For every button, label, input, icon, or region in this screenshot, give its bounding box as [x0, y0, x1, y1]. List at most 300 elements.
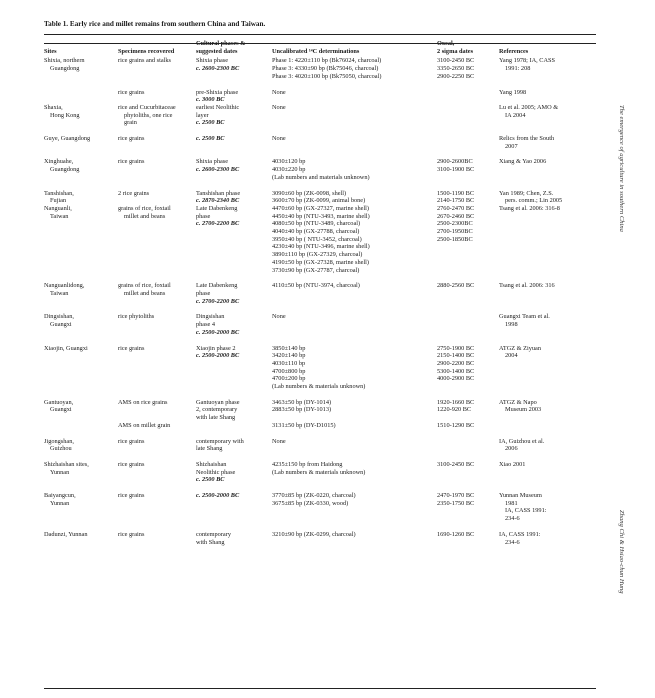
cell-oxcal-line: 2150-1400 BC	[437, 352, 475, 360]
cell-site-line: Jigongshan,	[44, 437, 74, 445]
cell-c14	[272, 461, 437, 484]
row-spacer	[44, 453, 596, 461]
cell-site	[44, 190, 118, 205]
table-row	[44, 531, 596, 546]
cell-reference-line: IA, CASS 1991:	[505, 507, 547, 515]
cell-specimens-line: rice grains	[118, 530, 145, 538]
cell-reference-line: Relics from the South	[499, 135, 555, 143]
cell-site-line: Dingsishan,	[44, 313, 74, 321]
cell-oxcal	[437, 57, 499, 80]
cell-site-line: Nanguanlidong,	[44, 282, 85, 290]
table-row	[44, 492, 596, 523]
cell-phase	[196, 158, 272, 181]
header-c14: Uncalibrated ¹⁴C determinations	[272, 47, 360, 55]
cell-phase-line: c. 2500-2000 BC	[196, 492, 240, 500]
cell-phase-line: c. 2500 BC	[196, 135, 225, 143]
cell-site	[44, 313, 118, 336]
cell-c14-line: 4030±120 bp	[272, 158, 306, 166]
cell-site-line: Guangxi	[50, 321, 72, 329]
cell-phase-line: Tanshishan phase	[196, 189, 241, 197]
cell-site-line: Guizhou	[50, 445, 72, 453]
cell-reference-line: 234-6	[505, 538, 520, 546]
row-spacer	[44, 127, 596, 135]
cell-site-line: Taiwan	[50, 212, 69, 220]
row-spacer	[44, 523, 596, 531]
cell-phase-line: phase	[196, 289, 211, 297]
cell-reference-line: ATGZ & Ziyuan	[499, 344, 541, 352]
cell-phase-line: phase 4	[196, 321, 216, 329]
row-spacer	[44, 484, 596, 492]
cell-c14-line: 3090±60 bp (ZK-0098, shell)	[272, 189, 347, 197]
cell-phase-line: Xiaojin phase 2	[196, 344, 236, 352]
cell-oxcal-line: 1920-1660 BC	[437, 398, 475, 406]
cell-specimens	[118, 492, 196, 523]
cell-phase-line: contemporary	[196, 530, 231, 538]
row-spacer-cell	[44, 523, 596, 531]
cell-c14	[272, 422, 437, 430]
cell-reference-line: Xiao 2001	[499, 460, 526, 468]
cell-c14-line: 4230±40 bp (NTU-3496, marine shell)	[272, 243, 370, 251]
cell-site	[44, 399, 118, 422]
cell-reference-line: 2004	[505, 352, 518, 360]
cell-oxcal	[437, 345, 499, 391]
cell-c14-line: 3890±110 bp (GX-27329, charcoal)	[272, 251, 363, 259]
cell-specimens-line: rice grains	[118, 460, 145, 468]
cell-oxcal-line: 3100-2450 BC	[437, 460, 475, 468]
cell-oxcal-line: 2670-2460 BC	[437, 212, 475, 220]
row-spacer-cell	[44, 453, 596, 461]
cell-oxcal-line: 2470-1970 BC	[437, 492, 475, 500]
cell-site-line: Yunnan	[50, 468, 70, 476]
cell-phase	[196, 313, 272, 336]
cell-c14	[272, 57, 437, 80]
cell-site	[44, 104, 118, 127]
row-spacer-cell	[44, 337, 596, 345]
table-caption: Table 1. Early rice and millet remains from southern China and Taiwan.	[44, 20, 266, 28]
row-spacer	[44, 81, 596, 89]
cell-specimens	[118, 205, 196, 274]
cell-phase-line: Dingsishan	[196, 313, 225, 321]
cell-site	[44, 345, 118, 391]
cell-site	[44, 158, 118, 181]
cell-c14-line: None	[272, 135, 286, 143]
cell-specimens	[118, 57, 196, 80]
cell-specimens	[118, 158, 196, 181]
cell-oxcal	[437, 205, 499, 274]
row-spacer-cell	[44, 430, 596, 438]
cell-oxcal	[437, 313, 499, 336]
cell-specimens	[118, 313, 196, 336]
cell-reference	[499, 158, 596, 181]
cell-reference-line: Yan 1989; Chen, Z.S.	[499, 189, 554, 197]
cell-c14-line: 2883±50 bp (DY-1013)	[272, 406, 332, 414]
cell-oxcal-line: 2750-1900 BC	[437, 344, 475, 352]
cell-reference	[499, 461, 596, 484]
cell-reference-line: 1981	[505, 499, 518, 507]
top-rule	[44, 34, 596, 35]
row-spacer-cell	[44, 391, 596, 399]
cell-specimens-line: rice grains	[118, 344, 145, 352]
cell-phase	[196, 438, 272, 453]
table-body	[44, 57, 596, 546]
cell-oxcal-line: 2140-1750 BC	[437, 197, 475, 205]
row-spacer-cell	[44, 81, 596, 89]
cell-reference-line: Yang 1978; IA, CASS	[499, 57, 556, 65]
cell-specimens	[118, 399, 196, 422]
cell-site	[44, 57, 118, 80]
cell-c14-line: 4700±800 bp	[272, 367, 306, 375]
cell-phase	[196, 531, 272, 546]
row-spacer	[44, 391, 596, 399]
cell-c14	[272, 282, 437, 305]
cell-site-line: Hong Kong	[50, 111, 80, 119]
cell-phase-line: with late Shang	[196, 414, 236, 422]
cell-reference-line: Yunnan Museum	[499, 492, 542, 500]
cell-site	[44, 205, 118, 274]
header-rule	[44, 43, 596, 44]
cell-reference	[499, 205, 596, 274]
cell-oxcal-line: 2880-2560 BC	[437, 282, 475, 290]
cell-phase-line: Shixia phase	[196, 158, 229, 166]
row-spacer	[44, 182, 596, 190]
cell-oxcal-line: 5300-1400 BC	[437, 367, 475, 375]
cell-phase	[196, 89, 272, 104]
cell-site	[44, 422, 118, 430]
cell-phase	[196, 135, 272, 150]
cell-phase	[196, 104, 272, 127]
row-spacer	[44, 150, 596, 158]
table-row	[44, 158, 596, 181]
header-specimens: Specimens recovered	[118, 47, 175, 55]
cell-site	[44, 531, 118, 546]
cell-site-line: Taiwan	[50, 289, 69, 297]
cell-reference-line: 234-6	[505, 515, 520, 523]
cell-reference	[499, 135, 596, 150]
cell-phase-line: earliest Neolithic	[196, 103, 240, 111]
cell-c14-line: 3770±85 bp (ZK-0220, charcoal)	[272, 492, 356, 500]
cell-oxcal-line: 1690-1260 BC	[437, 530, 475, 538]
cell-site	[44, 89, 118, 104]
table-row	[44, 282, 596, 305]
table-row	[44, 399, 596, 422]
cell-oxcal-line: 3350-2650 BC	[437, 65, 475, 73]
cell-c14-line: 4080±50 bp (NTU-3489, charcoal)	[272, 220, 361, 228]
cell-specimens-line: phytoliths, one rice	[124, 111, 173, 119]
cell-oxcal-line: 3100-2450 BC	[437, 57, 475, 65]
cell-site-line: Nanguanli,	[44, 204, 72, 212]
cell-specimens-line: millet and beans	[124, 289, 166, 297]
row-spacer-cell	[44, 150, 596, 158]
cell-reference	[499, 313, 596, 336]
cell-site	[44, 438, 118, 453]
cell-specimens-line: rice phytoliths	[118, 313, 155, 321]
cell-reference	[499, 345, 596, 391]
cell-reference-line: IA, CASS 1991:	[499, 530, 541, 538]
row-spacer-cell	[44, 305, 596, 313]
cell-reference	[499, 190, 596, 205]
header-phases-line: Cultural phases &	[196, 40, 246, 47]
cell-phase-line: late Shang	[196, 445, 223, 453]
cell-site-line: Xiaojin, Guangxi	[44, 344, 88, 352]
cell-oxcal	[437, 282, 499, 305]
cell-reference-line: Museum 2003	[505, 406, 542, 414]
cell-oxcal	[437, 104, 499, 127]
cell-reference	[499, 531, 596, 546]
cell-c14-line: 4235±150 bp from Haidong	[272, 460, 343, 468]
cell-phase-line: pre-Shixia phase	[196, 88, 239, 96]
cell-phase	[196, 422, 272, 430]
cell-c14	[272, 104, 437, 127]
cell-c14	[272, 135, 437, 150]
cell-c14	[272, 345, 437, 391]
cell-reference-line: ATGZ & Napo	[499, 398, 537, 406]
cell-oxcal	[437, 438, 499, 453]
cell-c14-line: 3675±85 bp (ZK-0330, wood)	[272, 499, 349, 507]
cell-c14-line: 3420±140 bp	[272, 352, 306, 360]
cell-reference	[499, 422, 596, 430]
cell-c14-line: None	[272, 88, 286, 96]
cell-phase	[196, 190, 272, 205]
cell-site-line: Dadunzi, Yunnan	[44, 530, 88, 538]
cell-oxcal	[437, 399, 499, 422]
cell-oxcal-line: 2900-2250 BC	[437, 72, 475, 80]
cell-phase-line: Neolithic phase	[196, 468, 236, 476]
cell-phase-line: c. 2870-2340 BC	[196, 197, 240, 205]
cell-reference-line: 2007	[505, 142, 518, 150]
cell-reference	[499, 438, 596, 453]
cell-phase-line: phase	[196, 212, 211, 220]
row-spacer-cell	[44, 127, 596, 135]
cell-specimens-line: rice grains	[118, 492, 145, 500]
table-row	[44, 104, 596, 127]
cell-oxcal	[437, 492, 499, 523]
cell-c14-line: 4040±40 bp (GX-27788, charcoal)	[272, 228, 360, 236]
cell-phase	[196, 345, 272, 391]
table-row	[44, 89, 596, 104]
cell-site-line: Guangxi	[50, 406, 72, 414]
cell-site-line: Guye, Guangdong	[44, 135, 91, 143]
table-row	[44, 190, 596, 205]
cell-c14-line: 4030±220 bp	[272, 166, 306, 174]
cell-specimens	[118, 438, 196, 453]
cell-oxcal-line: 1220-920 BC	[437, 406, 472, 414]
cell-phase-line: Late Dabenkeng	[196, 282, 238, 290]
cell-phase	[196, 205, 272, 274]
cell-specimens-line: rice grains and stalks	[118, 57, 171, 65]
table-row	[44, 345, 596, 391]
cell-phase	[196, 282, 272, 305]
cell-reference-line: 1998	[505, 321, 518, 329]
cell-c14-line: 4030±110 bp	[272, 359, 306, 367]
cell-specimens	[118, 345, 196, 391]
cell-phase-line: contemporary with	[196, 437, 244, 445]
cell-specimens-line: rice and Cucurbitaceae	[118, 103, 176, 111]
cell-phase-line: with Shang	[196, 538, 225, 546]
row-spacer-cell	[44, 274, 596, 282]
cell-phase-line: c. 2500 BC	[196, 119, 225, 127]
cell-oxcal-line: 2500-2300BC	[437, 220, 473, 228]
cell-c14-line: None	[272, 313, 286, 321]
cell-site-line: Xinghuahe,	[44, 158, 74, 166]
cell-reference	[499, 492, 596, 523]
cell-c14-line: 4190±50 bp (GX-27328, marine shell)	[272, 258, 370, 266]
header-refs: References	[499, 47, 529, 55]
cell-c14-line: (Lab numbers and materials unknown)	[272, 173, 370, 181]
cell-phase-line: Gantuoyan phase	[196, 398, 240, 406]
data-table	[44, 40, 596, 546]
cell-oxcal-line: 2760-2470 BC	[437, 204, 475, 212]
cell-reference	[499, 282, 596, 305]
cell-specimens-line: AMS on millet grain	[118, 421, 171, 429]
table-row	[44, 422, 596, 430]
cell-site-line: Tanshishan,	[44, 189, 74, 197]
header-oxcal-line: 2 sigma dates	[437, 47, 474, 55]
cell-oxcal	[437, 135, 499, 150]
cell-c14	[272, 492, 437, 523]
cell-specimens	[118, 135, 196, 150]
cell-specimens	[118, 282, 196, 305]
cell-reference	[499, 89, 596, 104]
cell-reference-line: 1991: 208	[505, 65, 531, 73]
cell-c14-line: 3210±90 bp (ZK-0299, charcoal)	[272, 530, 356, 538]
cell-site-line: Gantuoyan,	[44, 398, 74, 406]
cell-site	[44, 461, 118, 484]
cell-oxcal	[437, 158, 499, 181]
cell-oxcal-line: 4000-2900 BC	[437, 375, 475, 383]
cell-specimens-line: rice grains	[118, 437, 145, 445]
cell-specimens-line: AMS on rice grains	[118, 398, 168, 406]
cell-specimens-line: grains of rice, foxtail	[118, 204, 171, 212]
cell-reference-line: Xiang & Yao 2006	[499, 158, 547, 166]
cell-specimens-line: millet and beans	[124, 212, 166, 220]
cell-oxcal-line: 1500-1190 BC	[437, 189, 475, 197]
cell-reference	[499, 399, 596, 422]
cell-c14-line: None	[272, 437, 286, 445]
cell-phase-line: Shizhaishan	[196, 460, 227, 468]
running-title-vertical: The emergence of agriculture in southern China	[618, 105, 625, 232]
cell-c14-line: Phase 3: 4330±90 bp (Bk75046, charcoal)	[272, 65, 379, 73]
cell-phase-line: c. 2500-2000 BC	[196, 328, 240, 336]
cell-specimens-line: rice grains	[118, 88, 145, 96]
cell-specimens	[118, 190, 196, 205]
table-row	[44, 57, 596, 80]
cell-oxcal-line: 2350-1750 BC	[437, 499, 475, 507]
cell-site-line: Shaxia,	[44, 103, 63, 111]
cell-oxcal-line: 2900-2600BC	[437, 158, 473, 166]
cell-c14	[272, 205, 437, 274]
cell-site-line: Shizhaishan sites,	[44, 460, 89, 468]
cell-c14-line: (Lab numbers & materials unknown)	[272, 383, 366, 391]
cell-phase-line: Shixia phase	[196, 57, 229, 65]
cell-c14	[272, 190, 437, 205]
cell-oxcal	[437, 531, 499, 546]
cell-c14	[272, 399, 437, 422]
cell-phase	[196, 461, 272, 484]
cell-c14	[272, 531, 437, 546]
cell-c14	[272, 89, 437, 104]
cell-c14-line: (Lab numbers & materials unknown)	[272, 468, 366, 476]
cell-reference-line: IA, Guizhou et al.	[499, 437, 545, 445]
row-spacer-cell	[44, 484, 596, 492]
cell-c14	[272, 158, 437, 181]
cell-c14-line: 3950±40 bp ( NTU-3452, charcoal)	[272, 235, 362, 243]
running-authors-vertical: Zhang Chi & Hsiao-chun Hung	[618, 510, 625, 594]
cell-phase-line: layer	[196, 111, 209, 119]
cell-site	[44, 135, 118, 150]
cell-oxcal	[437, 89, 499, 104]
cell-c14	[272, 438, 437, 453]
cell-phase	[196, 399, 272, 422]
cell-phase-line: 2, contemporary	[196, 406, 238, 414]
cell-c14-line: 4470±60 bp (GX-27327, marine shell)	[272, 204, 370, 212]
cell-oxcal	[437, 190, 499, 205]
cell-site-line: Yunnan	[50, 499, 70, 507]
cell-oxcal-line: 2500-1850BC	[437, 235, 473, 243]
cell-site	[44, 282, 118, 305]
cell-specimens	[118, 422, 196, 430]
cell-reference-line: Yang 1998	[499, 88, 527, 96]
cell-site-line: Guangdong	[50, 65, 80, 73]
cell-specimens-line: rice grains	[118, 158, 145, 166]
header-sites: Sites	[44, 47, 57, 55]
cell-oxcal-line: 2700-1950BC	[437, 228, 473, 236]
cell-site-line: Fujian	[50, 197, 67, 205]
cell-reference-line: Tsang et al. 2006: 316-8	[499, 204, 560, 212]
row-spacer-cell	[44, 182, 596, 190]
cell-reference	[499, 104, 596, 127]
cell-phase-line: c. 2600-2300 BC	[196, 65, 240, 73]
cell-c14-line: Phase 1: 4220±110 bp (Bk76024, charcoal)	[272, 57, 382, 65]
cell-reference-line: Tsang et al. 2006: 316	[499, 282, 555, 290]
cell-oxcal-line: 3100-1900 BC	[437, 166, 475, 174]
cell-specimens	[118, 104, 196, 127]
cell-c14-line: None	[272, 103, 286, 111]
row-spacer	[44, 305, 596, 313]
bottom-rule	[44, 688, 596, 689]
cell-site-line: Shixia, northern	[44, 57, 85, 65]
cell-specimens-line: grain	[124, 119, 137, 127]
row-spacer	[44, 430, 596, 438]
table-row	[44, 438, 596, 453]
cell-specimens-line: grains of rice, foxtail	[118, 282, 171, 290]
header-oxcal-line: Oxcal,	[437, 40, 455, 47]
cell-reference-line: Guangxi Team et al.	[499, 313, 550, 321]
cell-reference-line: IA 2004	[505, 111, 526, 119]
cell-phase	[196, 492, 272, 523]
cell-phase-line: c. 2500-2000 BC	[196, 352, 240, 360]
cell-reference	[499, 57, 596, 80]
cell-phase-line: c. 3000 BC	[196, 96, 225, 104]
cell-reference-line: pers. comm.; Lin 2005	[505, 197, 563, 205]
cell-oxcal	[437, 422, 499, 430]
table-row	[44, 205, 596, 274]
cell-site-line: Guangdong	[50, 166, 80, 174]
cell-phase-line: c. 2700-2200 BC	[196, 297, 240, 305]
cell-oxcal	[437, 461, 499, 484]
cell-c14-line: 3850±140 bp	[272, 344, 306, 352]
cell-phase-line: c. 2700-2200 BC	[196, 220, 240, 228]
cell-c14-line: 3131±50 bp (DY-D1015)	[272, 421, 336, 429]
cell-reference-line: 2006	[505, 445, 518, 453]
cell-reference-line: Lu et al. 2005; AMO &	[499, 103, 559, 111]
header-phases-line: suggested dates	[196, 47, 238, 55]
table-row	[44, 461, 596, 484]
cell-specimens	[118, 461, 196, 484]
cell-c14-line: 4450±40 bp (NTU-3493, marine shell)	[272, 212, 370, 220]
cell-c14-line: 3730±90 bp (GX-27787, charcoal)	[272, 266, 360, 274]
row-spacer	[44, 337, 596, 345]
cell-specimens	[118, 531, 196, 546]
